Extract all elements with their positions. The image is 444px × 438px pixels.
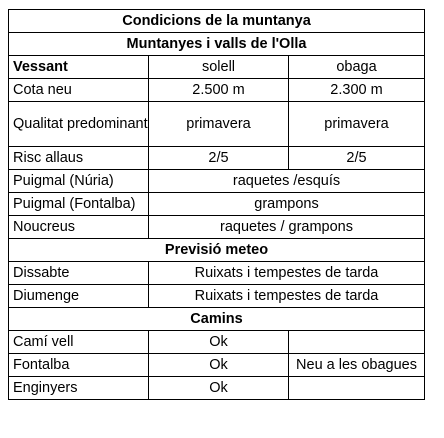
puigmal-nuria-value: raquetes /esquís	[149, 170, 425, 193]
fontalba-status: Ok	[149, 354, 289, 377]
noucreus-value: raquetes / grampons	[149, 216, 425, 239]
vessant-obaga: obaga	[289, 56, 425, 79]
enginyers-status: Ok	[149, 377, 289, 400]
cami-vell-label: Camí vell	[9, 331, 149, 354]
noucreus-label: Noucreus	[9, 216, 149, 239]
qualitat-label: Qualitat predominant	[9, 102, 149, 147]
cota-neu-obaga: 2.300 m	[289, 79, 425, 102]
cota-neu-solell: 2.500 m	[149, 79, 289, 102]
section-camins-row	[9, 308, 425, 331]
risc-obaga: 2/5	[289, 147, 425, 170]
dissabte-value: Ruixats i tempestes de tarda	[149, 262, 425, 285]
cota-neu-row	[9, 79, 425, 102]
section-olla-row	[9, 33, 425, 56]
cami-vell-status: Ok	[149, 331, 289, 354]
section-header-camins: Camins	[9, 308, 425, 331]
puigmal-fontalba-label: Puigmal (Fontalba)	[9, 193, 149, 216]
diumenge-row	[9, 285, 425, 308]
dissabte-row	[9, 262, 425, 285]
dissabte-label: Dissabte	[9, 262, 149, 285]
noucreus-row	[9, 216, 425, 239]
vessant-solell: solell	[149, 56, 289, 79]
vessant-row	[9, 56, 425, 79]
section-header-meteo: Previsió meteo	[9, 239, 425, 262]
diumenge-value: Ruixats i tempestes de tarda	[149, 285, 425, 308]
cami-vell-row	[9, 331, 425, 354]
puigmal-nuria-label: Puigmal (Núria)	[9, 170, 149, 193]
risc-label: Risc allaus	[9, 147, 149, 170]
fontalba-note: Neu a les obagues	[289, 354, 425, 377]
qualitat-obaga: primavera	[289, 102, 425, 147]
enginyers-label: Enginyers	[9, 377, 149, 400]
puigmal-fontalba-value: grampons	[149, 193, 425, 216]
fontalba-label: Fontalba	[9, 354, 149, 377]
section-header-olla: Muntanyes i valls de l'Olla	[9, 33, 425, 56]
diumenge-label: Diumenge	[9, 285, 149, 308]
cami-vell-note	[289, 331, 425, 354]
puigmal-fontalba-row	[9, 193, 425, 216]
cota-neu-label: Cota neu	[9, 79, 149, 102]
table-title: Condicions de la muntanya	[9, 10, 425, 33]
conditions-table	[8, 9, 425, 400]
qualitat-solell: primavera	[149, 102, 289, 147]
fontalba-row	[9, 354, 425, 377]
qualitat-row	[9, 102, 425, 147]
vessant-label: Vessant	[9, 56, 149, 79]
title-row	[9, 10, 425, 33]
enginyers-row	[9, 377, 425, 400]
puigmal-nuria-row	[9, 170, 425, 193]
risc-row	[9, 147, 425, 170]
section-meteo-row	[9, 239, 425, 262]
risc-solell: 2/5	[149, 147, 289, 170]
enginyers-note	[289, 377, 425, 400]
